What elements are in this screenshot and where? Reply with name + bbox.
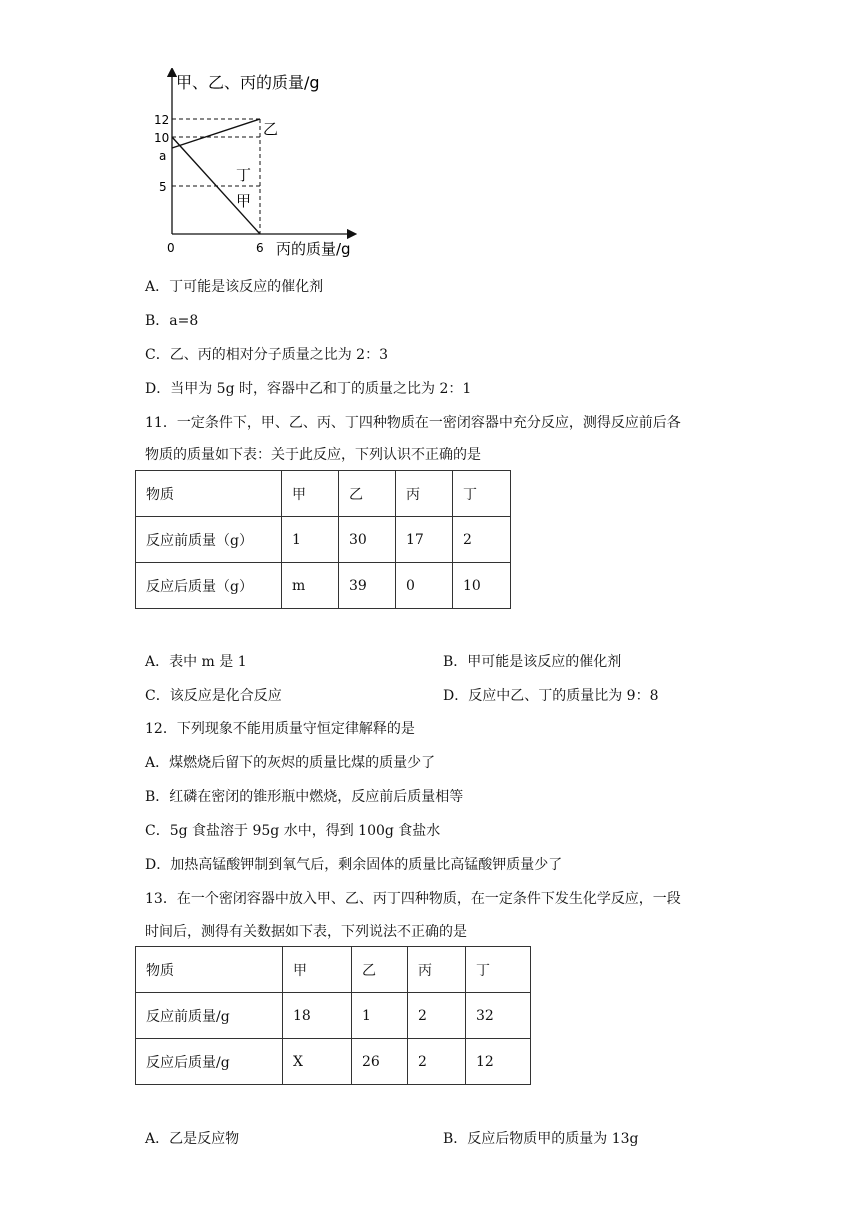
- table-row: [136, 993, 531, 1039]
- q10-option-d: D．当甲为 5g 时，容器中乙和丁的质量之比为 2：1: [145, 381, 472, 397]
- q11-option-b: B．甲可能是该反应的催化剂: [443, 654, 622, 670]
- table-cell: 反应后质量/g: [136, 1039, 283, 1085]
- table-cell: 10: [453, 563, 511, 609]
- mass-graph: [150, 68, 370, 258]
- q13-stem-line1: 13．在一个密闭容器中放入甲、乙、丙丁四种物质，在一定条件下发生化学反应，一段: [145, 891, 681, 907]
- table-row: [136, 947, 531, 993]
- table-cell: 32: [466, 993, 531, 1039]
- table-cell: 2: [408, 993, 466, 1039]
- table-cell: 物质: [136, 471, 282, 517]
- table-cell: 30: [339, 517, 396, 563]
- line-jia: [172, 137, 260, 234]
- table-cell: 1: [352, 993, 408, 1039]
- q10-option-b: B．a=8: [145, 313, 199, 329]
- table-row: [136, 1039, 531, 1085]
- table-row: [136, 471, 511, 517]
- table-cell: 18: [283, 993, 352, 1039]
- q11-option-d: D．反应中乙、丁的质量比为 9：8: [443, 688, 659, 704]
- y-tick-a: a: [159, 149, 167, 163]
- x-axis-label: 丙的质量/g: [276, 240, 351, 258]
- table-row: [136, 563, 511, 609]
- table-cell: m: [282, 563, 339, 609]
- table-cell: 乙: [339, 471, 396, 517]
- table-cell: X: [283, 1039, 352, 1085]
- q12-option-d: D．加热高锰酸钾制到氧气后，剩余固体的质量比高锰酸钾质量少了: [145, 857, 563, 873]
- label-yi: 乙: [263, 120, 279, 138]
- q10-option-a: A．丁可能是该反应的催化剂: [145, 279, 324, 295]
- table-cell: 反应前质量/g: [136, 993, 283, 1039]
- y-tick-10: 10: [154, 131, 170, 145]
- table-cell: 17: [396, 517, 453, 563]
- table-cell: 1: [282, 517, 339, 563]
- line-yi: [172, 119, 260, 148]
- table-cell: 2: [453, 517, 511, 563]
- table-cell: 甲: [283, 947, 352, 993]
- table-cell: 26: [352, 1039, 408, 1085]
- table-cell: 39: [339, 563, 396, 609]
- q12-stem: 12．下列现象不能用质量守恒定律解释的是: [145, 721, 415, 737]
- q11-stem-line2: 物质的质量如下表：关于此反应，下列认识不正确的是: [145, 447, 481, 463]
- q11-stem-line1: 11．一定条件下，甲、乙、丙、丁四种物质在一密闭容器中充分反应，测得反应前后各: [145, 415, 681, 431]
- table-cell: 丁: [453, 471, 511, 517]
- table-cell: 0: [396, 563, 453, 609]
- q12-option-a: A．煤燃烧后留下的灰烬的质量比煤的质量少了: [145, 755, 436, 771]
- q11-option-a: A．表中 m 是 1: [145, 654, 247, 670]
- q12-option-b: B．红磷在密闭的锥形瓶中燃烧，反应前后质量相等: [145, 789, 464, 805]
- table-cell: 丁: [466, 947, 531, 993]
- q11-table: [135, 470, 511, 609]
- table-cell: 反应前质量（g）: [136, 517, 282, 563]
- y-tick-5: 5: [159, 180, 167, 194]
- table-cell: 反应后质量（g）: [136, 563, 282, 609]
- label-ding: 丁: [236, 166, 252, 184]
- table-cell: 物质: [136, 947, 283, 993]
- table-cell: 丙: [396, 471, 453, 517]
- q10-option-c: C．乙、丙的相对分子质量之比为 2：3: [145, 347, 388, 363]
- table-cell: 丙: [408, 947, 466, 993]
- q13-stem-line2: 时间后，测得有关数据如下表，下列说法不正确的是: [145, 924, 467, 940]
- table-row: [136, 517, 511, 563]
- origin-label: 0: [167, 241, 175, 255]
- q13-option-b: B．反应后物质甲的质量为 13g: [443, 1131, 639, 1147]
- x-tick-6: 6: [256, 241, 264, 255]
- table-cell: 12: [466, 1039, 531, 1085]
- table-cell: 甲: [282, 471, 339, 517]
- q13-table: [135, 946, 531, 1085]
- label-jia: 甲: [236, 192, 252, 210]
- table-cell: 乙: [352, 947, 408, 993]
- q12-option-c: C．5g 食盐溶于 95g 水中，得到 100g 食盐水: [145, 823, 441, 839]
- q11-option-c: C．该反应是化合反应: [145, 688, 282, 704]
- table-cell: 2: [408, 1039, 466, 1085]
- y-axis-label: 甲、乙、丙的质量/g: [176, 73, 320, 92]
- q13-option-a: A．乙是反应物: [145, 1131, 240, 1147]
- y-tick-12: 12: [154, 113, 170, 127]
